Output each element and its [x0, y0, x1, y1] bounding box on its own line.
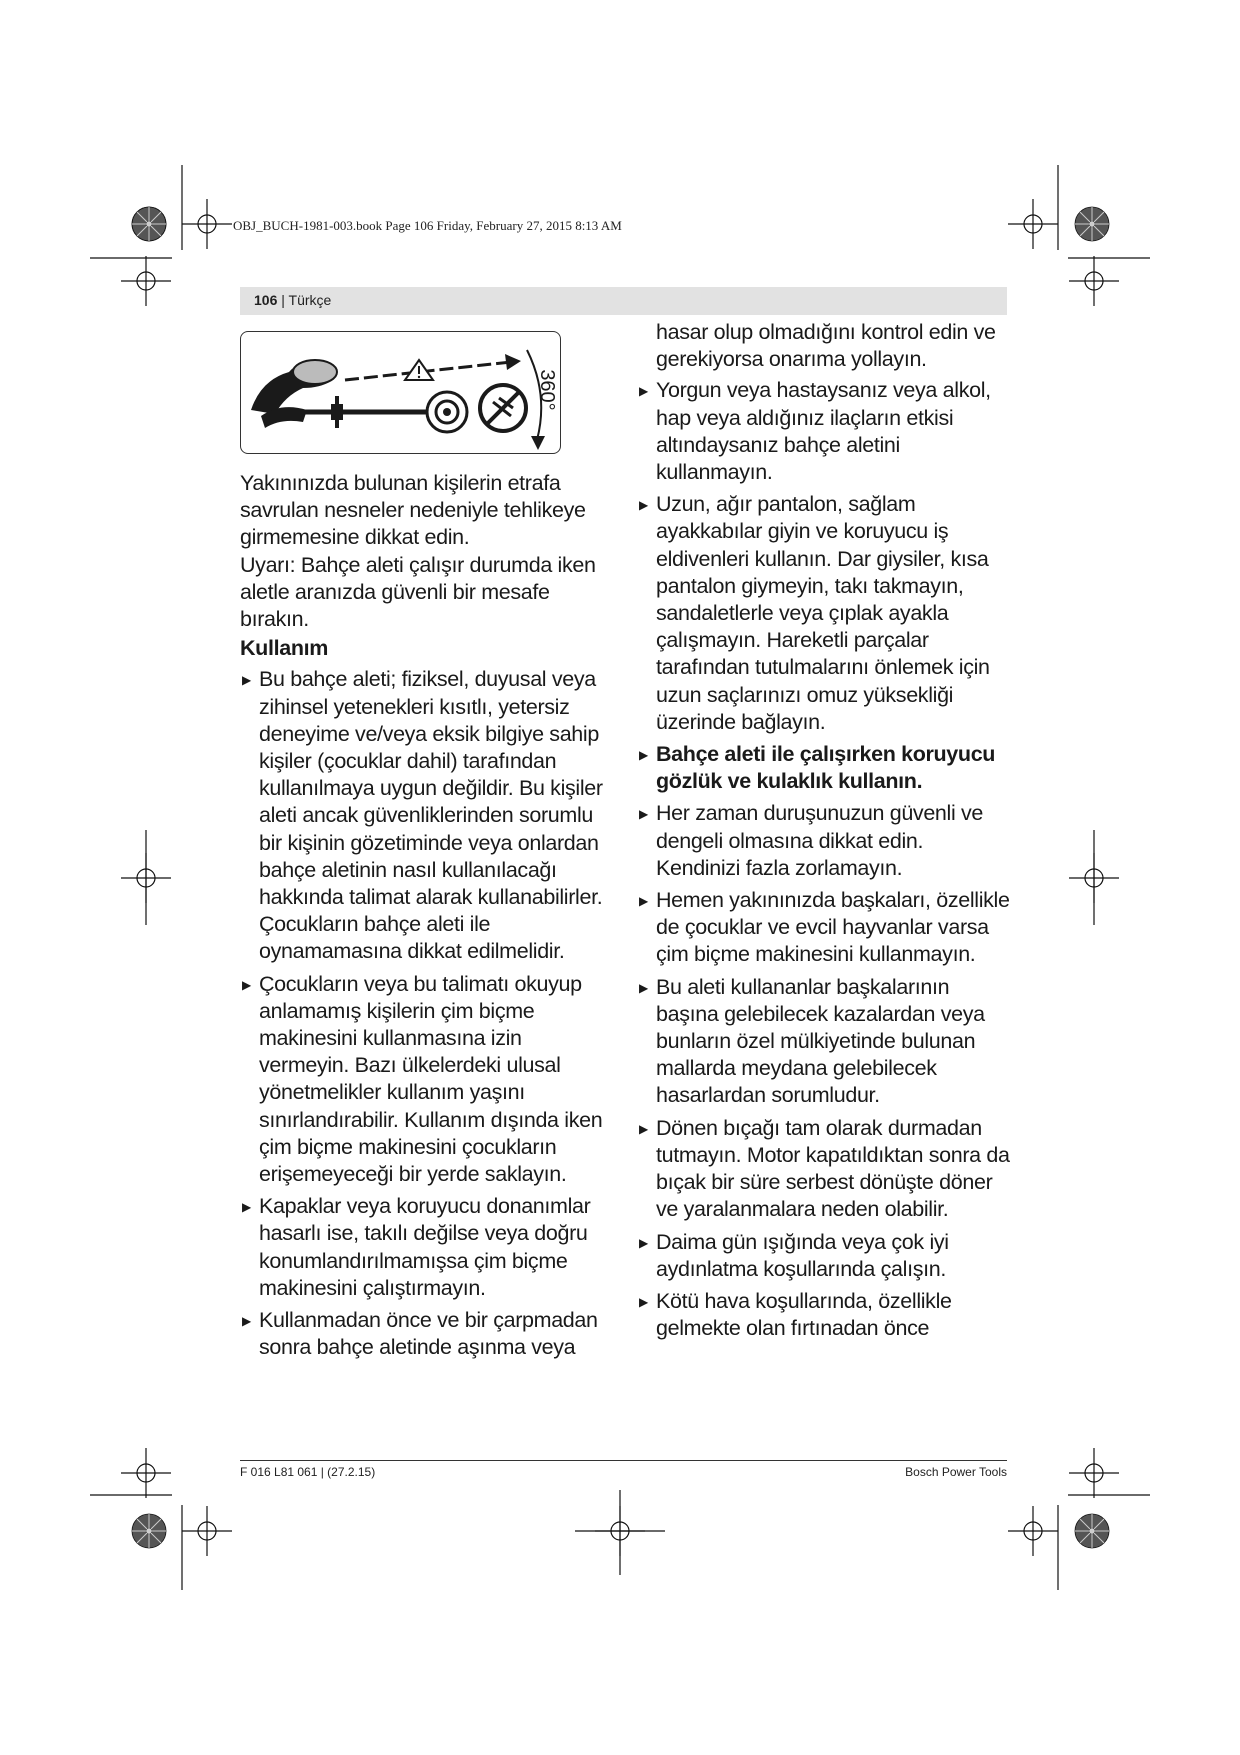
section-heading: Kullanım	[240, 636, 328, 661]
usage-list	[240, 666, 610, 1361]
intro-paragraph-2: Uyarı: Bahçe aleti çalışır durumda iken aletle aranızda güvenli bir mesafe bırakın.	[240, 552, 596, 632]
right-column	[637, 319, 1012, 1342]
list-item: ▶ Bu bahçe aleti; fiziksel, duyusal veya zihinsel yetenekleri kısıtlı, yetersiz deneyime ve/veya eksik bilgiye sahip kişiler (çocuklar dahil) tarafından kullanılmaya uygun değildir. Bu kişiler aleti ancak güvenliklerinden sorumlu bir kişinin gözetiminde veya onlardan bahçe aletinin nasıl kullanılacağı hakkında talimat alarak kullanabilirler. Çocukların bahçe aleti ile oynamamasına dikkat edilmelidir.	[240, 666, 610, 965]
footer-divider	[240, 1460, 1007, 1461]
continued-list-item: hasar olup olmadığını kontrol edin ve gerekiyorsa onarıma yollayın.	[656, 320, 996, 372]
section-title: Türkçe	[288, 292, 332, 308]
list-item-emphasis: ▶ Bahçe aleti ile çalışırken koruyucu gözlük ve kulaklık kullanın.	[637, 741, 1012, 795]
list-item: ▶ Her zaman duruşunuzun güvenli ve dengeli olmasına dikkat edin. Kendinizi fazla zorlamayın.	[637, 800, 1012, 882]
trimmer-illustration	[241, 332, 562, 455]
safety-distance-figure	[240, 331, 561, 454]
list-item: ▶ Dönen bıçağı tam olarak durmadan tutmayın. Motor kapatıldıktan sonra da bıçak bir süre serbest dönüşte döner ve yaralanmalara neden olabilir.	[637, 1115, 1012, 1224]
list-item: ▶ Kötü hava koşullarında, özellikle gelmekte olan fırtınadan önce	[637, 1288, 1012, 1342]
list-item: ▶ Bu aleti kullananlar başkalarının başına gelebilecek kazalardan veya bunların özel mülkiyetinde bulunan mallarda meydana gelebilecek hasarlardan sorumludur.	[637, 974, 1012, 1110]
page-header-bar	[240, 287, 1007, 315]
footer-document-code: F 016 L81 061 | (27.2.15)	[240, 1465, 376, 1479]
safety-list	[637, 377, 1012, 1342]
list-item: ▶ Hemen yakınınızda başkaları, özellikle de çocuklar ve evcil hayvanlar varsa çim biçme makinesini kullanmayın.	[637, 887, 1012, 969]
intro-paragraph-1: Yakınınızda bulunan kişilerin etrafa savrulan nesneler nedeniyle tehlikeye girmemesine dikkat edin.	[240, 471, 586, 550]
footer-brand: Bosch Power Tools	[905, 1465, 1007, 1479]
angle-label: 360°	[536, 369, 558, 411]
list-item: ▶ Kapaklar veya koruyucu donanımlar hasarlı ise, takılı değilse veya doğru konumlandırılmamışsa çim biçme makinesini çalıştırmayın.	[240, 1193, 610, 1302]
list-item: ▶ Uzun, ağır pantalon, sağlam ayakkabılar giyin ve koruyucu iş eldivenleri kullanın. Dar giysiler, kısa pantalon giymeyin, takı takmayın, sandaletlerle veya çıplak ayakla çalışmayın. Hareketli parçalar tarafından tutulmalarını önlemek için uzun saçlarınızı omuz yüksekliği üzerinde bağlayın.	[637, 491, 1012, 736]
left-column	[240, 470, 610, 1362]
list-item: ▶ Daima gün ışığında veya çok iyi aydınlatma koşullarında çalışın.	[637, 1229, 1012, 1283]
list-item: ▶ Yorgun veya hastaysanız veya alkol, hap veya aldığınız ilaçların etkisi altındaysanız bahçe aletini kullanmayın.	[637, 377, 1012, 486]
page-header	[254, 292, 331, 308]
print-slug-line: OBJ_BUCH-1981-003.book Page 106 Friday, February 27, 2015 8:13 AM	[233, 218, 622, 233]
header-separator: |	[277, 292, 289, 308]
list-item: ▶ Kullanmadan önce ve bir çarpmadan sonra bahçe aletinde aşınma veya	[240, 1307, 610, 1361]
list-item: ▶ Çocukların veya bu talimatı okuyup anlamamış kişilerin çim biçme makinesini kullanmasına izin vermeyin. Bazı ülkelerdeki ulusal yönetmelikler kullanım yaşını sınırlandırabilir. Kullanım dışında iken çim biçme makinesini çocukların erişemeyeceği bir yerde saklayın.	[240, 971, 610, 1189]
page-number: 106	[254, 292, 278, 308]
